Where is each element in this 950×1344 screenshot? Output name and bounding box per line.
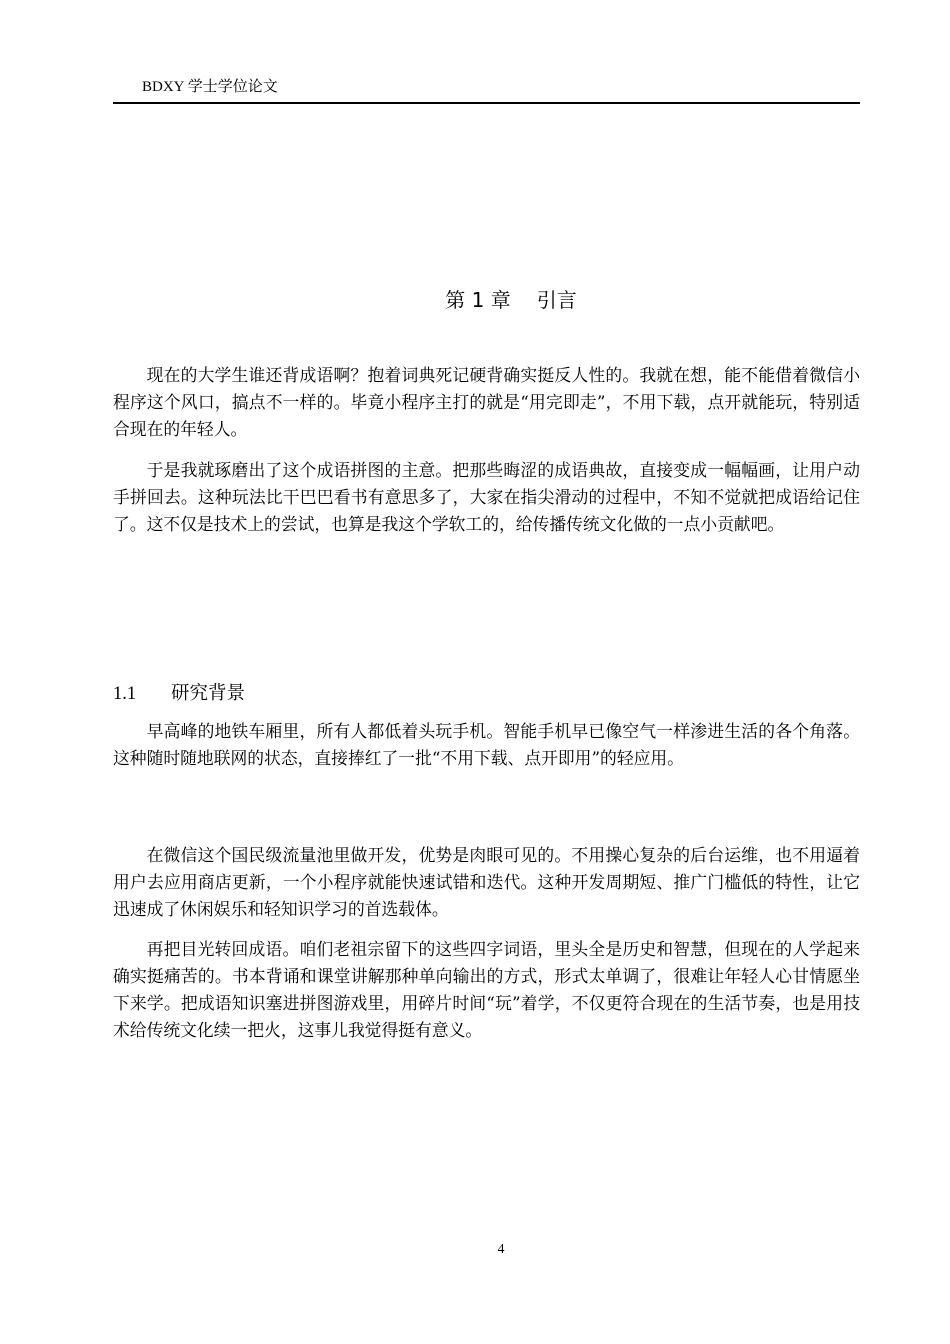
page-number: 4 <box>497 1242 505 1257</box>
chapter-title <box>113 285 909 315</box>
header-text: BDXY 学士学位论文 <box>142 79 278 95</box>
section-paragraph-2: 在微信这个国民级流量池里做开发，优势是肉眼可见的。不用操心复杂的后台运维，也不用逼着用户去应用商店更新，一个小程序就能快速试错和迭代。这种开发周期短、推广门槛低的特性，让它迅速成了休闲娱乐和轻知识学习的首选载体。 <box>113 845 860 919</box>
intro-paragraph-2: 于是我就琢磨出了这个成语拼图的主意。把那些晦涩的成语典故，直接变成一幅幅画，让用户动手拼回去。这种玩法比干巴巴看书有意思多了，大家在指尖滑动的过程中，不知不觉就把成语给记住了。这不仅是技术上的尝试，也算是我这个学软工的，给传播传统文化做的一点小贡献吧。 <box>113 460 860 534</box>
chapter-number: 第 1 章 <box>445 288 511 312</box>
section-paragraph-3: 再把目光转回成语。咱们老祖宗留下的这些四字词语，里头全是历史和智慧，但现在的人学起来确实挺痛苦的。书本背诵和课堂讲解那种单向输出的方式，形式太单调了，很难让年轻人心甘情愿坐下来学。把成语知识塞进拼图游戏里，用碎片时间“玩”着学，不仅更符合现在的生活节奏，也是用技术给传统文化续一把火，这事儿我觉得挺有意义。 <box>113 939 860 1040</box>
section-number: 1.1 <box>113 684 137 704</box>
intro-paragraph-1: 现在的大学生谁还背成语啊？抱着词典死记硬背确实挺反人性的。我就在想，能不能借着微信小程序这个风口，搞点不一样的。毕竟小程序主打的就是“用完即走”，不用下载，点开就能玩，特别适合现在的年轻人。 <box>113 365 860 439</box>
chapter-name: 引言 <box>536 288 577 312</box>
page-header <box>113 76 860 104</box>
section-title <box>113 681 245 707</box>
section-name: 研究背景 <box>171 683 246 704</box>
section-paragraph-1: 早高峰的地铁车厢里，所有人都低着头玩手机。智能手机早已像空气一样渗进生活的各个角落。这种随时随地联网的状态，直接捧红了一批“不用下载、点开即用”的轻应用。 <box>113 721 860 768</box>
